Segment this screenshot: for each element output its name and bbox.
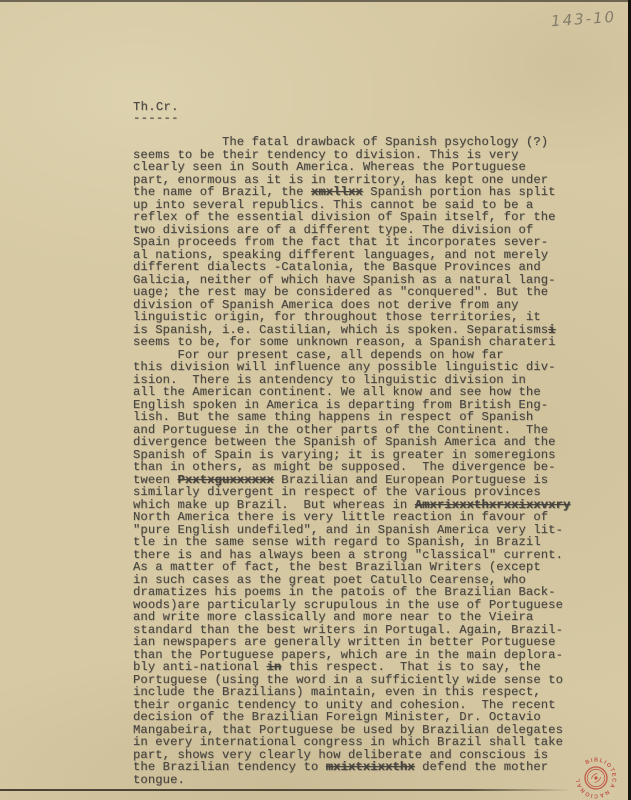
archival-number-pencil: 143-10 — [550, 7, 617, 31]
typed-line: Portuguese (using the word in a sufficiently wide sense to — [133, 672, 563, 687]
typed-line: ision. There is antendency to linguistic division in — [133, 372, 526, 387]
library-stamp-text: BIBLIOTECA NACIONAL — [575, 757, 617, 799]
typed-line: than in others, as might be supposed. The divergence be- — [133, 460, 556, 474]
typed-line: the name of Brazil, the xmxllxx Spanish portion has split — [133, 185, 556, 199]
typed-line: division of Spanish America does not derive from any — [133, 297, 519, 312]
typed-line: part, enormous as it is in territory, has kept one under — [133, 172, 549, 187]
typed-line: clearly seen in South America. Whereas the Portuguese — [133, 160, 526, 174]
typed-line: than the Portuguese papers, which are in the main deplora- — [133, 647, 563, 662]
typed-line: which make up Brazil. But whereas in Amxrixxxthxrxxixxvxry — [133, 497, 571, 512]
typed-line: tle in the same sense with regard to Spanish, in Brazil — [133, 535, 541, 549]
typed-line: North America there is very little reaction in favour of — [133, 510, 549, 524]
typed-line: bly anti-national in this respect. That is to say, the — [133, 660, 541, 674]
typed-line: linguistic origin, for throughout those territories, it — [133, 310, 541, 324]
typed-line: include the Brazilians) maintain, even in this respect, — [133, 685, 541, 699]
struck-out-text: Pxxtxguxxxxxx — [177, 472, 274, 487]
struck-out-text: xmxllxx — [310, 185, 363, 199]
typed-line: As a matter of fact, the best Brazilian Writers (except — [133, 560, 541, 574]
page-title: Th.Cr. — [133, 100, 179, 114]
typed-line: and Portuguese in the other parts of the Continent. The — [133, 422, 549, 437]
typed-line: two divisions are of a different type. The division of — [133, 222, 534, 237]
typed-line: tween Pxxtxguxxxxxx Brazilian and European Portuguese is — [133, 472, 549, 487]
typescript-lines — [133, 136, 570, 786]
paper-bottom-edge — [0, 789, 572, 791]
typed-line: and write more classically and more near to the Vieira — [133, 610, 534, 624]
typed-line: al nations, speaking different languages, and not merely — [133, 247, 549, 262]
typed-line: Spain proceeds from the fact that it incorporates sever- — [133, 235, 549, 249]
typed-line: in every international congress in which Brazil shall take — [133, 735, 563, 749]
page-title-underline: ------ — [133, 111, 179, 125]
struck-out-text: Amxrixxxthxrxxixxvxry — [414, 497, 571, 512]
typed-line: Galicia, neither of which have Spanish as a natural lang- — [133, 272, 556, 287]
typed-line: all the American continent. We all know and see how the — [133, 385, 541, 399]
typed-line: part, shows very clearly how deliberate and conscious is — [133, 747, 549, 762]
typed-line: different dialects -Catalonia, the Basque Provinces and — [133, 260, 541, 274]
typed-line: in such cases as the great poet Catullo Cearense, who — [133, 572, 526, 587]
typed-line: this division will influence any possible linguistic div- — [133, 360, 556, 374]
typed-line: For our present case, all depends on how far — [133, 347, 504, 362]
typed-line: there is and has always been a strong "classical" current. — [133, 547, 563, 562]
typed-line: divergence between the Spanish of Spanish America and the — [133, 435, 556, 449]
typed-line: English spoken in America is departing from British Eng- — [133, 397, 549, 412]
typed-line: is Spanish, i.e. Castilian, which is spoken. Separatismsi — [133, 322, 556, 337]
typed-line: uage; the rest may be considered as "conquered". But the — [133, 285, 549, 299]
struck-out-text: i — [548, 322, 556, 337]
typed-line: their organic tendency to unity and cohesion. The recent — [133, 697, 556, 712]
typed-line: reflex of the essential division of Spain itself, for the — [133, 210, 556, 224]
typed-line: similarly divergent in respect of the various provinces — [133, 485, 541, 499]
typed-line: seems to be their tendency to division. This is very — [133, 147, 519, 162]
scan-edge-top — [0, 0, 631, 2]
typed-line: Mangabeira, that Portuguese be used by Brazilian delegates — [133, 722, 563, 737]
typed-line: "pure English undefiled", and in Spanish America very lit- — [133, 522, 563, 537]
svg-text:BIBLIOTECA NACIONAL — [567, 749, 625, 800]
typed-line: lish. But the same thing happens in respect of Spanish — [133, 410, 534, 424]
typed-line: dramatizes his poems in the patois of the Brazilian Back- — [133, 585, 556, 599]
typed-line: woods)are particularly scrupulous in the use of Portuguese — [133, 597, 563, 612]
typed-line: ian newspapers are generally written in better Portuguese — [133, 635, 556, 649]
typed-line: Spanish of Spain is varying; it is greater in someregions — [133, 447, 556, 462]
typed-line: seems to be, for some unknown reason, a Spanish charateri — [133, 335, 556, 349]
struck-out-text: in — [266, 660, 282, 674]
typed-line: up into several republics. This cannot be said to be a — [133, 197, 534, 212]
typed-line: The fatal drawback of Spanish psychology (?) — [133, 135, 549, 149]
typed-line: standard than the best writers in Portugal. Again, Brazil- — [133, 622, 563, 637]
typed-line: decision of the Brazilian Foreign Minister, Dr. Octavio — [133, 710, 541, 724]
struck-out-text: mxixtxixxthx — [325, 760, 415, 774]
typed-line: the Brazilian tendency to mxixtxixxthx defend the mother — [133, 760, 549, 774]
typed-line: tongue. — [133, 772, 185, 787]
